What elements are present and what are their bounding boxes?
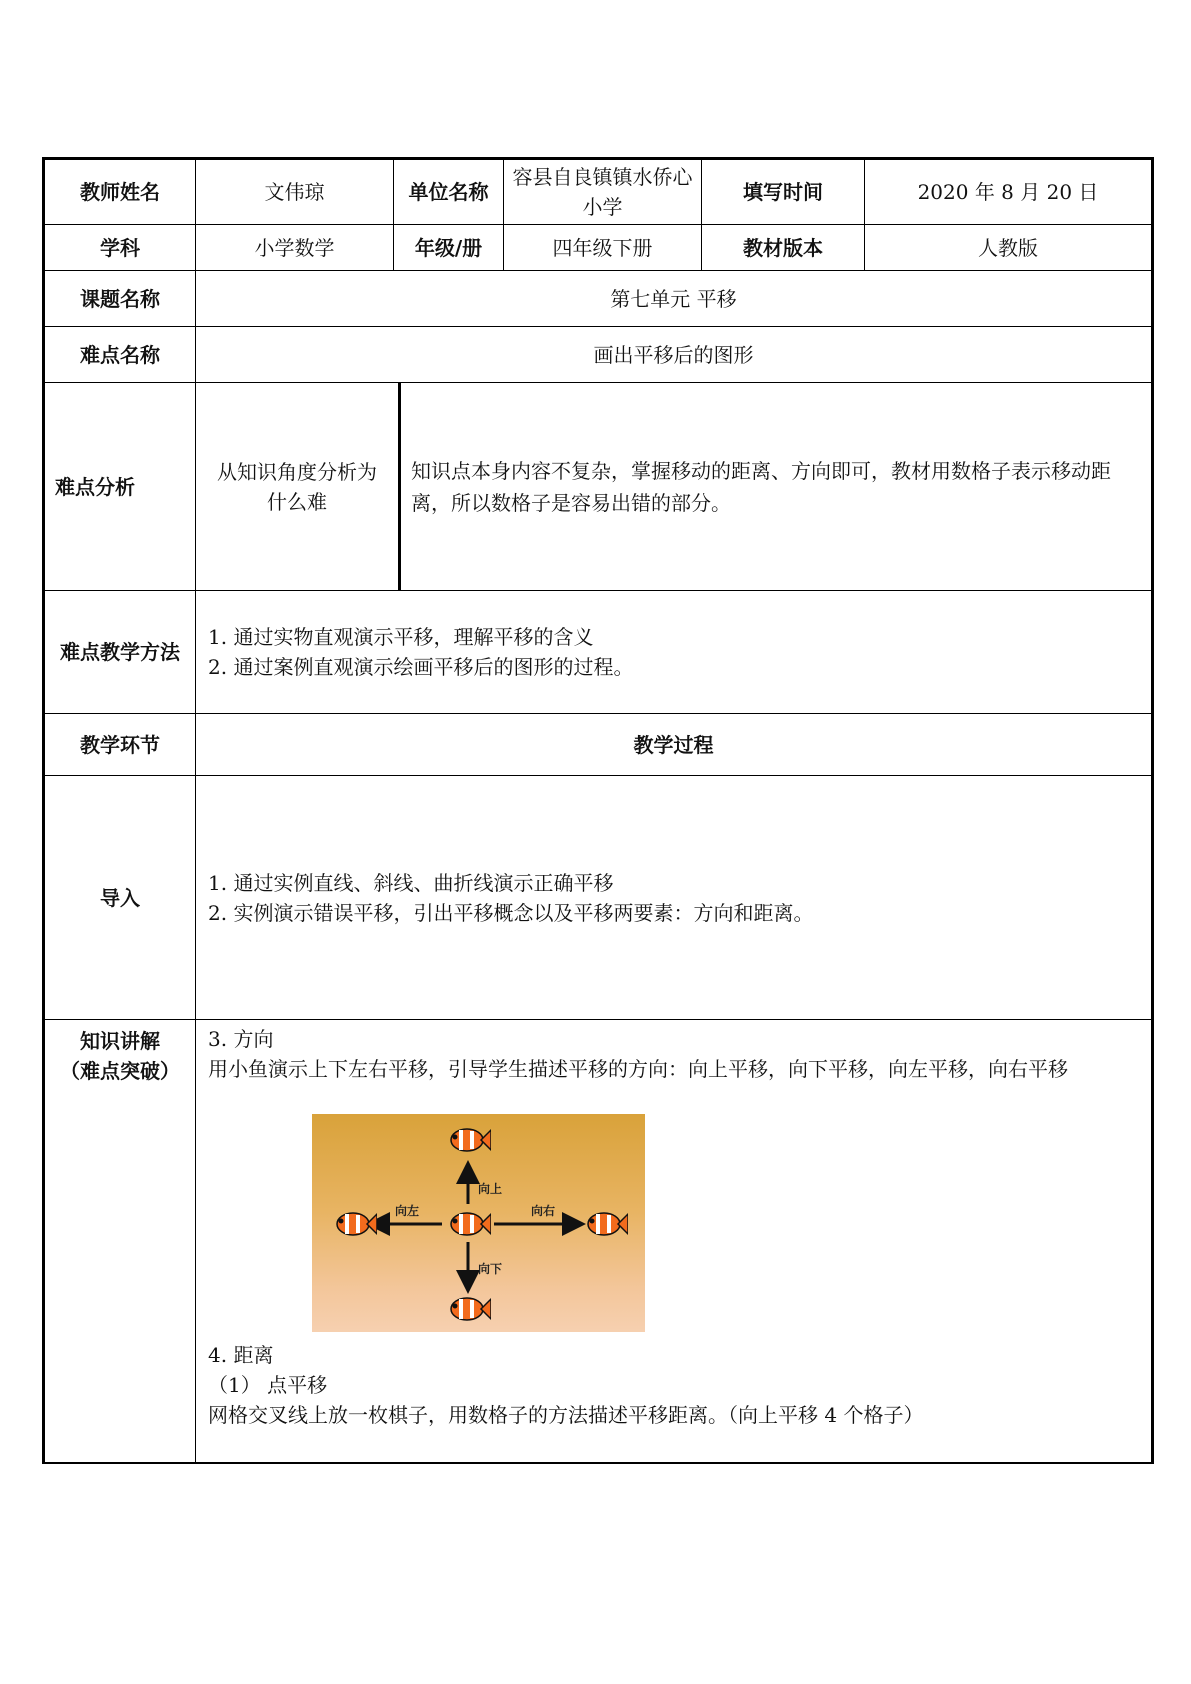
method-label: 难点教学方法 (45, 591, 196, 713)
label-down: 向下 (478, 1262, 503, 1276)
intro-list (196, 776, 1151, 1019)
method-list (196, 591, 1151, 713)
intro-item-2: 2. 实例演示错误平移，引出平移概念以及平移两要素：方向和距离。 (208, 900, 814, 925)
teacher-value: 文伟琼 (196, 160, 394, 224)
analysis-text: 知识点本身内容不复杂，掌握移动的距离、方向即可，教材用数格子表示移动距离，所以数格子是容易出错的部分。 (411, 458, 1111, 515)
clownfish-icon (445, 1294, 491, 1324)
topic-label: 课题名称 (45, 271, 196, 326)
intro-row (45, 776, 1151, 1020)
info-row-2 (45, 225, 1151, 271)
analysis-label: 难点分析 (45, 383, 196, 590)
method-row (45, 591, 1151, 714)
distance-heading: 4. 距离 (208, 1343, 274, 1367)
difficulty-row (45, 327, 1151, 383)
analysis-row (45, 383, 1151, 591)
process-value: 教学过程 (633, 732, 714, 757)
teacher-label: 教师姓名 (45, 160, 196, 224)
unit-value: 容县自良镇镇水侨心小学 (504, 160, 702, 224)
clownfish-icon (331, 1209, 377, 1239)
grade-value: 四年级下册 (504, 225, 702, 270)
lesson-table (42, 157, 1154, 1464)
point-text: 网格交叉线上放一枚棋子，用数格子的方法描述平移距离。（向上平移 4 个格子） (208, 1403, 924, 1427)
direction-text: 用小鱼演示上下左右平移，引导学生描述平移的方向：向上平移，向下平移，向左平移，向右平移 (208, 1057, 1068, 1081)
knowledge-label-line2: （难点突破） (60, 1059, 180, 1083)
method-item-1: 1. 通过实物直观演示平移，理解平移的含义 (208, 625, 594, 649)
topic-value: 第七单元 平移 (610, 286, 737, 311)
grade-label: 年级/册 (394, 225, 504, 270)
edition-label: 教材版本 (702, 225, 865, 270)
intro-label: 导入 (45, 776, 196, 1019)
subject-label: 学科 (45, 225, 196, 270)
difficulty-value: 画出平移后的图形 (593, 342, 754, 367)
date-value: 2020 年 8 月 20 日 (917, 180, 1099, 204)
info-row-1 (45, 160, 1151, 225)
difficulty-label: 难点名称 (45, 327, 196, 382)
label-up: 向上 (478, 1182, 503, 1196)
topic-row (45, 271, 1151, 327)
date-label: 填写时间 (702, 160, 865, 224)
knowledge-content (196, 1020, 1151, 1462)
intro-item-1: 1. 通过实例直线、斜线、曲折线演示正确平移 (208, 870, 614, 895)
knowledge-label-line1: 知识讲解 (80, 1029, 160, 1053)
clownfish-icon (445, 1125, 491, 1155)
label-left: 向左 (395, 1204, 420, 1218)
process-label: 教学环节 (45, 714, 196, 775)
knowledge-row (45, 1020, 1151, 1462)
edition-value: 人教版 (978, 235, 1038, 260)
knowledge-label (45, 1020, 196, 1462)
clownfish-icon (445, 1209, 491, 1239)
label-right: 向右 (531, 1204, 556, 1218)
clownfish-icon (582, 1209, 628, 1239)
subject-value: 小学数学 (196, 225, 394, 270)
process-header-row (45, 714, 1151, 776)
point-heading: （1） 点平移 (208, 1373, 328, 1397)
unit-label: 单位名称 (394, 160, 504, 224)
method-item-2: 2. 通过案例直观演示绘画平移后的图形的过程。 (208, 655, 634, 679)
direction-heading: 3. 方向 (208, 1027, 274, 1051)
fish-direction-figure (312, 1114, 645, 1332)
analysis-sub-label: 从知识角度分析为什么难 (196, 383, 401, 590)
